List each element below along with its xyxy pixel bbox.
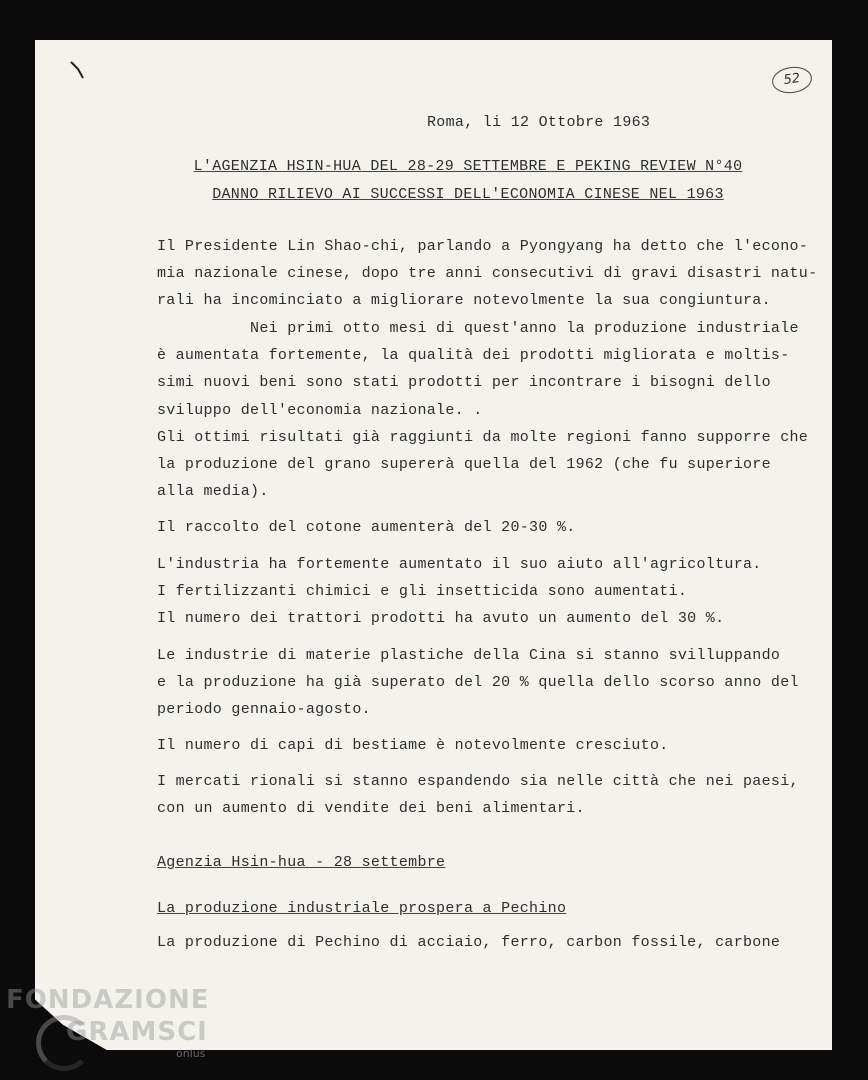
body-line: Gli ottimi risultati già raggiunti da molte regioni fanno supporre che — [157, 429, 809, 446]
body-line: L'industria ha fortemente aumentato il suo aiuto all'agricoltura. — [157, 556, 762, 573]
body-line: Il numero di capi di bestiame è notevolmente cresciuto. — [157, 737, 669, 754]
body-line: è aumentata fortemente, la qualità dei prodotti migliorata e moltis- — [157, 347, 790, 364]
date-line: Roma, li 12 Ottobre 1963 — [427, 114, 651, 131]
body-line: Nei primi otto mesi di quest'anno la produzione industriale — [157, 320, 799, 337]
body-line: alla media). — [157, 483, 269, 500]
fondazione-gramsci-watermark — [6, 985, 216, 1075]
body-line: mia nazionale cinese, dopo tre anni consecutivi di gravi disastri natu- — [157, 265, 818, 282]
body-line: e la produzione ha già superato del 20 % quella dello scorso anno del — [157, 674, 799, 691]
body-line: Il Presidente Lin Shao-chi, parlando a Pyongyang ha detto che l'econo- — [157, 238, 809, 255]
body-line: con un aumento di vendite dei beni alimentari. — [157, 800, 585, 817]
watermark-line-1: FONDAZIONE — [6, 985, 210, 1015]
body-line: La produzione di Pechino di acciaio, ferro, carbon fossile, carbone — [157, 934, 781, 951]
body-line: Il raccolto del cotone aumenterà del 20-30 %. — [157, 519, 576, 536]
body-line: rali ha incominciato a migliorare notevolmente la sua congiuntura. — [157, 292, 771, 309]
body-line: la produzione del grano supererà quella del 1962 (che fu superiore — [157, 456, 771, 473]
pen-mark — [70, 60, 84, 80]
body-line: I mercati rionali si stanno espandendo sia nelle città che nei paesi, — [157, 773, 799, 790]
body-line: I fertilizzanti chimici e gli insetticida sono aumentati. — [157, 583, 688, 600]
body-line: Le industrie di materie plastiche della Cina si stanno svilluppando — [157, 647, 781, 664]
page-number-stamp: 52 — [770, 64, 813, 95]
watermark-line-2: GRAMSCI — [66, 1017, 208, 1047]
subsection-title: La produzione industriale prospera a Pechino — [157, 900, 567, 917]
heading-line-2: DANNO RILIEVO AI SUCCESSI DELL'ECONOMIA CINESE NEL 1963 — [212, 186, 724, 203]
body-line: sviluppo dell'economia nazionale. . — [157, 402, 483, 419]
body-line: simi nuovi beni sono stati prodotti per incontrare i bisogni dello — [157, 374, 771, 391]
watermark-line-3: onlus — [176, 1047, 206, 1060]
body-line: periodo gennaio-agosto. — [157, 701, 371, 718]
section-title: Agenzia Hsin-hua - 28 settembre — [157, 854, 446, 871]
heading-line-1: L'AGENZIA HSIN-HUA DEL 28-29 SETTEMBRE E PEKING REVIEW N°40 — [193, 158, 743, 175]
body-line: Il numero dei trattori prodotti ha avuto un aumento del 30 %. — [157, 610, 725, 627]
